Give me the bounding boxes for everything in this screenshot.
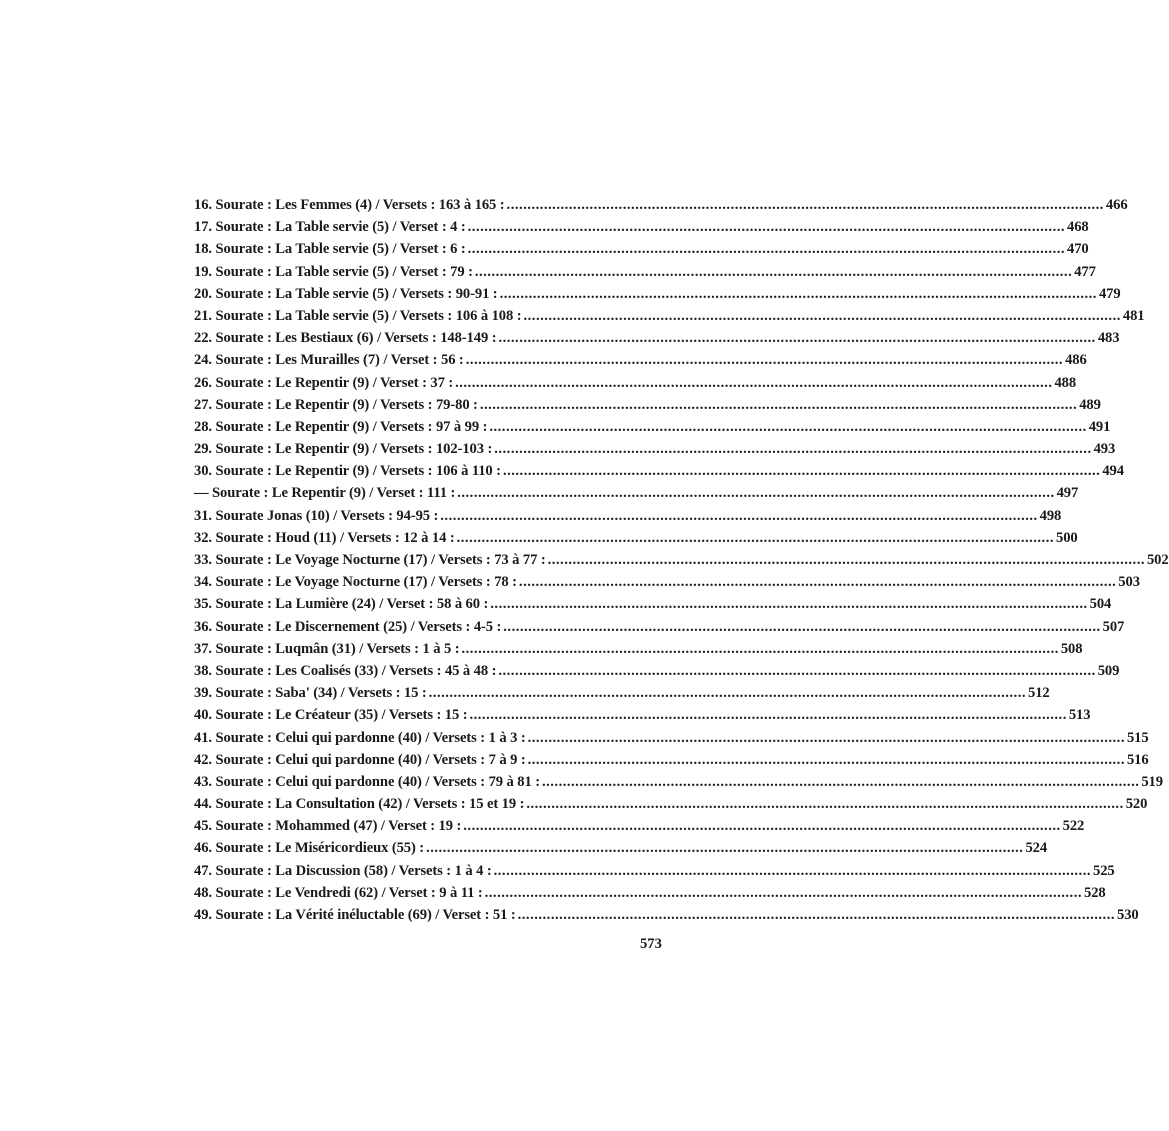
toc-entry-page: 497: [1056, 485, 1079, 502]
toc-entry-page: 491: [1088, 418, 1111, 435]
toc-entry-page: 468: [1067, 219, 1089, 236]
toc-entry-page: 479: [1098, 285, 1121, 302]
toc-entry-label: 19. Sourate : La Table servie (5) / Verset : 79 :: [194, 263, 473, 280]
toc-entry-page: 525: [1093, 862, 1115, 879]
toc-entry: [194, 596, 1112, 618]
toc-entry-page: 524: [1025, 840, 1048, 857]
toc-entry: [194, 352, 1087, 374]
toc-entry: [194, 796, 1148, 818]
dot-leader: [489, 419, 1086, 436]
toc-entry-label: 16. Sourate : Les Femmes (4) / Versets : 163 à 165 :: [194, 197, 505, 213]
toc-entry: [194, 441, 1116, 463]
toc-entry: [194, 552, 1169, 574]
toc-entry-label: 18. Sourate : La Table servie (5) / Verset : 6 :: [194, 241, 466, 258]
toc-entry: [194, 529, 1078, 552]
toc-entry-page: 494: [1102, 463, 1124, 480]
toc-entry-page: 481: [1122, 307, 1145, 324]
dot-leader: [500, 286, 1097, 303]
toc-entry-label: 48. Sourate : Le Vendredi (62) / Verset : 9 à 11 :: [194, 884, 483, 901]
dot-leader: [526, 796, 1123, 813]
dot-leader: [503, 463, 1100, 480]
dot-leader: [498, 330, 1095, 347]
toc-entry-page: 493: [1093, 441, 1116, 458]
toc-entry-page: 500: [1056, 529, 1078, 546]
toc-entry-page: 488: [1054, 374, 1077, 391]
dot-leader: [475, 264, 1072, 281]
toc-entry: [194, 751, 1149, 774]
toc-entry-page: 498: [1039, 507, 1062, 524]
toc-entry-page: 512: [1028, 685, 1050, 702]
page-number: 573: [640, 936, 662, 952]
toc-entry-label: 24. Sourate : Les Murailles (7) / Verset : 56 :: [194, 352, 464, 369]
dot-leader: [426, 840, 1023, 857]
toc-entry-label: 38. Sourate : Les Coalisés (33) / Versets : 45 à 48 :: [194, 662, 497, 679]
toc-entry-page: 489: [1079, 396, 1101, 413]
toc-entry-label: — Sourate : Le Repentir (9) / Verset : 111 :: [194, 485, 456, 502]
toc-entry-label: 42. Sourate : Celui qui pardonne (40) / Versets : 7 à 9 :: [194, 751, 526, 768]
dot-leader: [480, 397, 1077, 414]
toc-entry-page: 477: [1074, 263, 1096, 280]
toc-entry: [194, 884, 1106, 907]
toc-entry: [194, 862, 1115, 885]
toc-entry-page: 528: [1084, 884, 1106, 901]
dot-leader: [466, 352, 1063, 369]
toc-entry: [194, 707, 1091, 729]
toc-entry: [194, 618, 1125, 641]
toc-entry-page: 519: [1141, 773, 1163, 790]
toc-entry: [194, 396, 1101, 419]
toc-entry: [194, 418, 1111, 441]
toc-entry-label: 39. Sourate : Saba' (34) / Versets : 15 :: [194, 685, 427, 702]
toc-entry-page: 513: [1068, 707, 1091, 724]
toc-entry-label: 41. Sourate : Celui qui pardonne (40) / Versets : 1 à 3 :: [194, 729, 526, 746]
toc-entry: [194, 574, 1140, 596]
toc-entry: [194, 374, 1077, 397]
toc-entry: [194, 729, 1149, 752]
toc-entry: [194, 241, 1089, 263]
dot-leader: [463, 818, 1060, 835]
toc-entry-label: 40. Sourate : Le Créateur (35) / Versets : 15 :: [194, 707, 468, 724]
toc-entry-page: 508: [1060, 640, 1083, 657]
dot-leader: [498, 663, 1095, 680]
toc-entry-page: 520: [1125, 796, 1148, 813]
dot-leader: [528, 752, 1125, 769]
toc-entry-label: 49. Sourate : La Vérité inéluctable (69) / Verset : 51 :: [194, 907, 516, 923]
dot-leader: [468, 241, 1065, 258]
toc-entry-page: 502: [1146, 552, 1169, 568]
toc-entry-label: 22. Sourate : Les Bestiaux (6) / Versets : 148-149 :: [194, 330, 497, 347]
dot-leader: [457, 530, 1054, 547]
toc-entry-label: 43. Sourate : Celui qui pardonne (40) / Versets : 79 à 81 :: [194, 773, 540, 790]
toc-entry-label: 33. Sourate : Le Voyage Nocturne (17) / Versets : 73 à 77 :: [194, 552, 546, 568]
toc-entry-page: 504: [1089, 596, 1112, 613]
toc-entry-label: 17. Sourate : La Table servie (5) / Verset : 4 :: [194, 219, 466, 236]
toc-entry-label: 27. Sourate : Le Repentir (9) / Versets : 79-80 :: [194, 396, 478, 413]
toc-entry-label: 32. Sourate : Houd (11) / Versets : 12 à 14 :: [194, 529, 455, 546]
toc-entry: [194, 662, 1120, 685]
toc-entry: [194, 907, 1139, 929]
toc-entry: [194, 197, 1128, 219]
toc-entry: [194, 818, 1085, 840]
toc-entry-page: 522: [1062, 818, 1085, 835]
toc-entry-label: 44. Sourate : La Consultation (42) / Versets : 15 et 19 :: [194, 796, 525, 813]
dot-leader: [507, 197, 1104, 214]
dot-leader: [469, 707, 1066, 724]
toc-entry: [194, 840, 1048, 862]
dot-leader: [440, 508, 1037, 525]
dot-leader: [518, 907, 1115, 924]
dot-leader: [494, 863, 1091, 880]
toc-entry-label: 36. Sourate : Le Discernement (25) / Versets : 4-5 :: [194, 618, 502, 635]
dot-leader: [455, 375, 1052, 392]
toc-entry-label: 34. Sourate : Le Voyage Nocturne (17) / Versets : 78 :: [194, 574, 517, 591]
toc-entry-label: 20. Sourate : La Table servie (5) / Versets : 90-91 :: [194, 285, 498, 302]
toc-entry-label: 37. Sourate : Luqmân (31) / Versets : 1 à 5 :: [194, 640, 460, 657]
toc-entry-label: 21. Sourate : La Table servie (5) / Versets : 106 à 108 :: [194, 307, 522, 324]
toc-entry: [194, 485, 1079, 507]
dot-leader: [485, 885, 1082, 902]
toc-entry-label: 46. Sourate : Le Miséricordieux (55) :: [194, 840, 425, 857]
dot-leader: [519, 574, 1116, 591]
toc-entry-page: 515: [1126, 729, 1149, 746]
toc-entry: [194, 263, 1096, 286]
toc-entry: [194, 330, 1120, 352]
dot-leader: [461, 641, 1058, 658]
toc-entry-label: 45. Sourate : Mohammed (47) / Verset : 19 :: [194, 818, 462, 835]
toc-entry-page: 509: [1097, 662, 1120, 679]
dot-leader: [468, 219, 1065, 236]
table-of-contents: [194, 197, 1169, 929]
toc-entry-label: 29. Sourate : Le Repentir (9) / Versets : 102-103 :: [194, 441, 493, 458]
toc-entry-page: 470: [1067, 241, 1089, 258]
toc-entry-label: 26. Sourate : Le Repentir (9) / Verset : 37 :: [194, 374, 454, 391]
dot-leader: [490, 596, 1087, 613]
dot-leader: [494, 441, 1091, 458]
dot-leader: [528, 730, 1125, 747]
dot-leader: [503, 619, 1100, 636]
toc-entry-page: 516: [1126, 751, 1149, 768]
toc-entry: [194, 640, 1083, 663]
dot-leader: [457, 485, 1054, 502]
toc-entry: [194, 219, 1089, 241]
toc-entry-page: 503: [1118, 574, 1140, 591]
toc-entry-page: 486: [1065, 352, 1087, 369]
toc-entry-label: 31. Sourate Jonas (10) / Versets : 94-95 :: [194, 507, 439, 524]
toc-entry: [194, 285, 1121, 308]
dot-leader: [524, 308, 1121, 325]
toc-entry-page: 483: [1097, 330, 1120, 347]
toc-entry: [194, 507, 1062, 530]
dot-leader: [542, 774, 1139, 791]
toc-entry: [194, 685, 1050, 707]
toc-entry-label: 30. Sourate : Le Repentir (9) / Versets : 106 à 110 :: [194, 463, 501, 480]
toc-entry-page: 530: [1117, 907, 1139, 923]
dot-leader: [429, 685, 1026, 702]
toc-entry-label: 47. Sourate : La Discussion (58) / Versets : 1 à 4 :: [194, 862, 492, 879]
toc-entry: [194, 773, 1163, 796]
toc-entry: [194, 463, 1124, 485]
toc-entry-label: 28. Sourate : Le Repentir (9) / Versets : 97 à 99 :: [194, 418, 488, 435]
toc-entry-label: 35. Sourate : La Lumière (24) / Verset : 58 à 60 :: [194, 596, 489, 613]
toc-entry: [194, 307, 1145, 330]
toc-entry-page: 507: [1102, 618, 1125, 635]
dot-leader: [548, 552, 1145, 569]
toc-entry-page: 466: [1105, 197, 1128, 213]
